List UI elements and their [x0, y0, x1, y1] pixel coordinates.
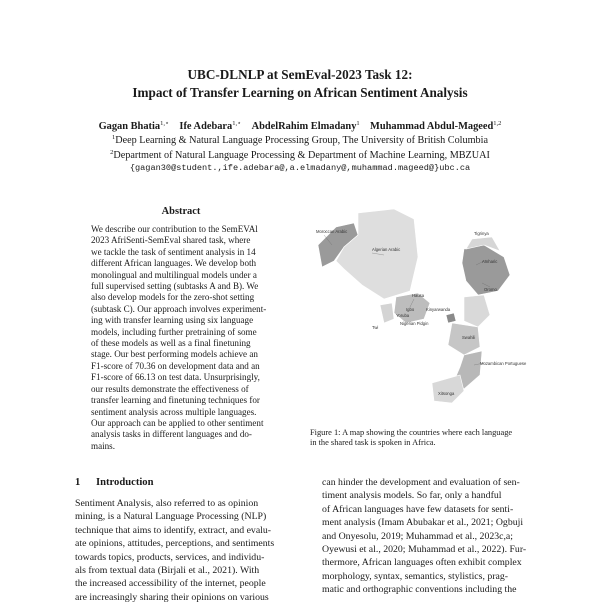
body-line: mining, is a Natural Language Processing (NLP): [75, 511, 267, 523]
author-sup: 1,2: [493, 120, 502, 127]
map-label: Igbo: [406, 307, 415, 312]
abstract-line: We describe our contribution to the SemEVAl: [91, 224, 258, 234]
body-line: and Onyesolu, 2019; Muhammad et al., 2023c,a;: [322, 530, 514, 542]
abstract-line: our results demonstrate the effectiveness of: [91, 383, 249, 394]
intro-right-column: [322, 476, 554, 597]
body-line: Oyewusi et al., 2020; Muhammad et al., 2022). Fur-: [322, 544, 527, 556]
author-name: AbdelRahim Elmadany: [251, 121, 357, 132]
paper-title-line-2: Impact of Transfer Learning on African Sentiment Analysis: [132, 85, 468, 100]
affiliation-text: Deep Learning & Natural Language Processing Group, The University of British Columbia: [115, 135, 488, 146]
body-line: technique that aims to identify, extract, and evalu-: [75, 524, 272, 536]
abstract-body: [91, 224, 271, 452]
map-region-ghana: [380, 303, 394, 323]
caption-line: in the shared task is spoken in Africa.: [310, 438, 436, 448]
section-title: Introduction: [96, 477, 154, 488]
affiliation-text: Department of Natural Language Processing & Department of Machine Learning, MBZUAI: [113, 150, 490, 161]
map-label: Hausa: [412, 293, 425, 298]
body-line: Sentiment Analysis, also referred to as opinion: [75, 498, 259, 509]
body-line: are increasingly sharing their opinions on various: [75, 591, 269, 603]
abstract-line: different African languages. We develop both: [91, 258, 257, 269]
map-label: Swahili: [462, 335, 476, 340]
abstract-line: sentiment analysis across multiple languages.: [91, 406, 257, 417]
abstract-line: transfer learning and finetuning techniques for: [91, 395, 260, 406]
body-line: ate opinions, attitudes, perceptions, and sentiments: [75, 538, 275, 550]
map-label: Mozambican Portuguese: [480, 361, 527, 366]
abstract-heading: Abstract: [161, 206, 201, 217]
author-name: Muhammad Abdul-Mageed: [370, 121, 494, 132]
abstract-line: stage. Our best performing models achieve an: [91, 349, 258, 360]
affiliation-sup: 2: [110, 149, 114, 156]
africa-map-figure: [314, 205, 546, 413]
author-emails: {gagan30@student.,ife.adebara@,a.elmadany@,muhammad.mageed@}ubc.ca: [129, 163, 471, 173]
abstract-line: of these models as well as a final finetuning: [91, 338, 251, 349]
abstract-line: F1-score of 66.13 on test data. Unsurprisingly,: [91, 372, 260, 383]
body-line: ment analysis (Imam Abubakar et al., 2021; Ogbuji: [322, 517, 524, 529]
body-line: the increased accessibility of the internet, people: [75, 578, 266, 590]
abstract-line: also develop models for the zero-shot setting: [91, 292, 255, 303]
map-label: Moroccan Arabic: [316, 229, 348, 234]
map-label: Algerian Arabic: [372, 247, 401, 252]
body-line: als from textual data (Birjali et al., 2021). With: [75, 565, 260, 577]
body-line: morphology, syntax, semantics, stylistics, prag-: [322, 570, 509, 582]
map-region-rwanda: [446, 313, 456, 323]
caption-line: Figure 1: A map showing the countries where each language: [310, 428, 513, 437]
section-1-heading: [75, 477, 154, 488]
map-label: Twi: [372, 325, 379, 330]
affiliation-1: [0, 131, 600, 147]
abstract-line: Our approach can be applied to other sentiment: [91, 417, 264, 428]
map-label: Xitsonga: [438, 391, 455, 396]
paper-title-line-1: UBC-DLNLP at SemEval-2023 Task 12:: [187, 67, 413, 82]
abstract-line: models, including further pretraining of some: [91, 326, 257, 337]
map-label: Amharic: [482, 259, 498, 264]
map-label: Oromo: [484, 287, 497, 292]
map-region-algeria: [336, 209, 418, 299]
body-line: can hinder the development and evaluation of sen-: [322, 477, 520, 488]
figure-1-caption: [310, 428, 542, 448]
abstract-line: analysis tasks in different languages and do-: [91, 429, 252, 440]
intro-left-column: [75, 497, 307, 604]
body-line: matic and orthographic conventions including the: [322, 584, 517, 596]
map-label: Kinyarwanda: [426, 307, 451, 312]
abstract-line: monolingual and multilingual models under a: [91, 269, 257, 280]
author-sup: 1,⋆: [160, 120, 170, 127]
abstract-line: 2023 AfriSenti-SemEval shared task, where: [91, 235, 251, 246]
abstract-line: F1-score of 70.36 on development data and an: [91, 360, 260, 371]
abstract-line: mains.: [91, 440, 115, 451]
author-sup: 1: [356, 120, 360, 127]
author-sup: 1,⋆: [232, 120, 242, 127]
abstract-line: full supervised setting (subtasks A and B). We: [91, 281, 259, 292]
section-number: 1: [75, 477, 81, 488]
body-line: towards topics, products, services, and individu-: [75, 551, 265, 563]
abstract-line: we tackle the task of sentiment analysis in 14: [91, 246, 256, 257]
map-label: Yoruba: [396, 313, 410, 318]
map-region-south-africa: [432, 375, 464, 403]
author-name: Gagan Bhatia: [98, 121, 161, 132]
abstract-line: ing with transfer learning using six language: [91, 315, 254, 326]
abstract-line: (subtask C). Our approach involves experiment-: [91, 303, 267, 314]
map-label: Nigerian Pidgin: [400, 321, 429, 326]
body-line: of African languages have few datasets for senti-: [322, 503, 514, 515]
map-region-kenya: [464, 295, 490, 327]
affiliation-2: [0, 146, 600, 162]
body-line: timent analysis models. So far, only a handful: [322, 490, 502, 502]
body-line: thermore, African languages often exhibit complex: [322, 557, 522, 569]
map-label: Tigrinya: [474, 231, 489, 236]
affiliation-sup: 1: [112, 134, 116, 141]
author-name: Ife Adebara: [179, 121, 233, 132]
